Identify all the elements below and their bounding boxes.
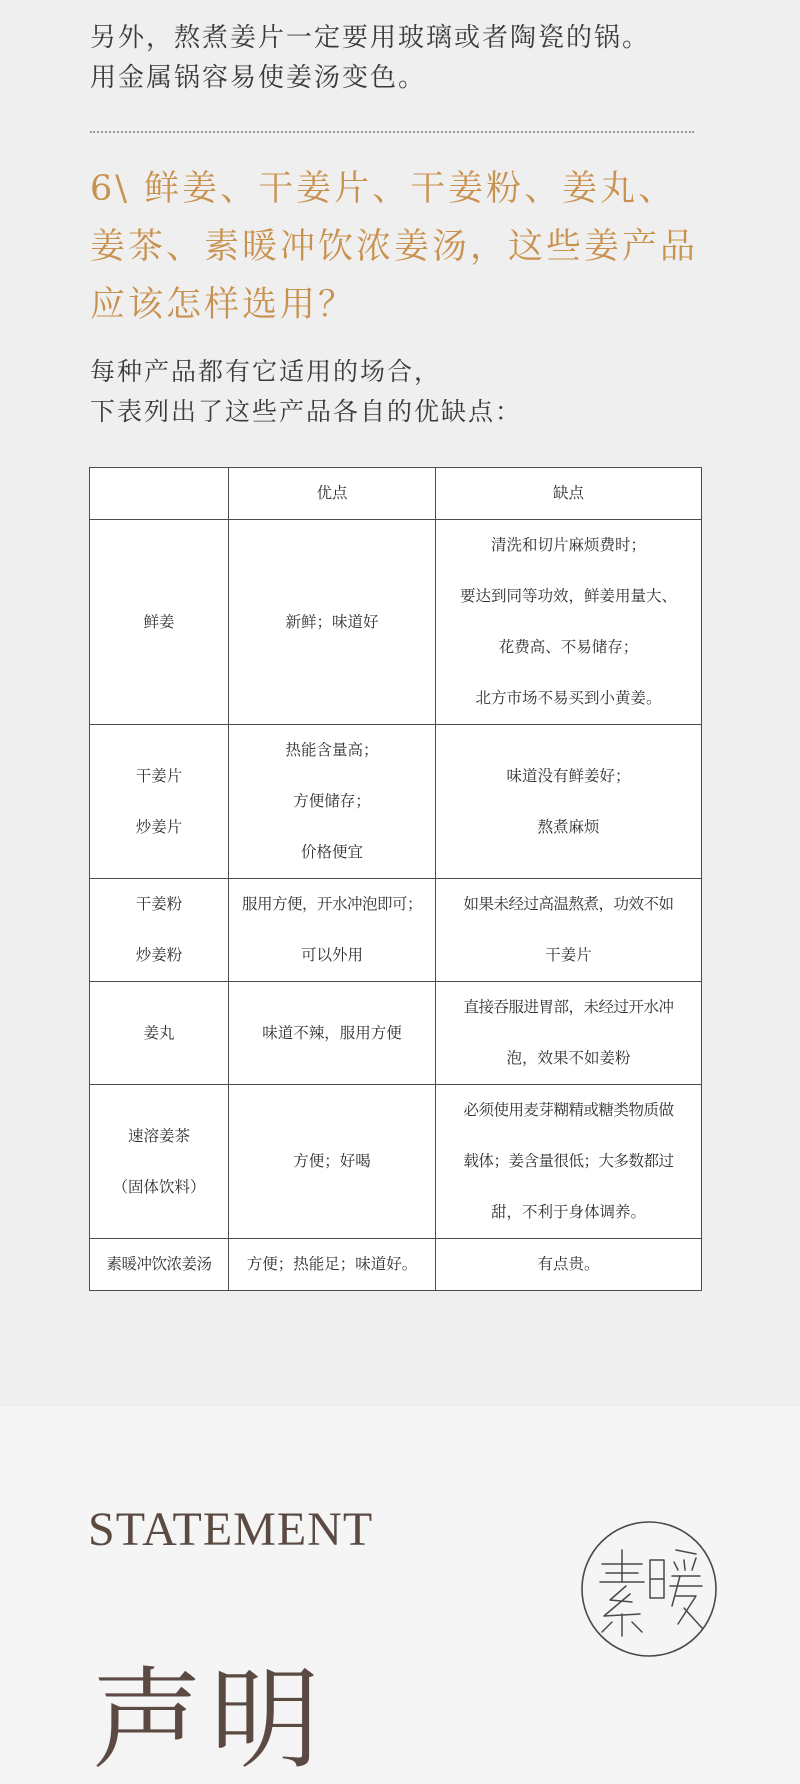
intro-paragraph (90, 18, 730, 98)
product-cell: 干姜片 炒姜片 (90, 725, 229, 879)
answer-paragraph (90, 352, 730, 432)
table-row (90, 520, 702, 725)
cons-cell: 如果未经过高温熬煮，功效不如 干姜片 (436, 879, 702, 982)
product-cell: 鲜姜 (90, 520, 229, 725)
question-heading (90, 160, 780, 334)
pros-cell: 服用方便，开水冲泡即可； 可以外用 (229, 879, 436, 982)
answer-line-1: 每种产品都有它适用的场合， (90, 357, 442, 386)
table-row (90, 879, 702, 982)
pros-cell: 方便；好喝 (229, 1085, 436, 1239)
sunuan-seal-logo (580, 1520, 718, 1658)
table-row (90, 1239, 702, 1291)
cons-cell: 有点贵。 (436, 1239, 702, 1291)
table-row (90, 982, 702, 1085)
cons-cell: 必须使用麦芽糊精或糖类物质做 载体；姜含量很低；大多数都过 甜，不利于身体调养。 (436, 1085, 702, 1239)
intro-line-2: 用金属锅容易使姜汤变色。 (90, 63, 427, 93)
product-cell: 素暖冲饮浓姜汤 (90, 1239, 229, 1291)
cons-cell: 清洗和切片麻烦费时； 要达到同等功效，鲜姜用量大、 花费高、不易储存； 北方市场不易买到小黄姜。 (436, 520, 702, 725)
comparison-table (89, 467, 702, 1291)
dotted-divider (90, 131, 694, 133)
pros-cell: 味道不辣，服用方便 (229, 982, 436, 1085)
table-row (90, 1085, 702, 1239)
header-product (90, 468, 229, 520)
pros-cell: 热能含量高； 方便储存； 价格便宜 (229, 725, 436, 879)
header-pros: 优点 (229, 468, 436, 520)
question-line-3: 应该怎样选用？ (90, 285, 357, 325)
statement-label: STATEMENT (88, 1503, 374, 1556)
question-line-1: 6\ 鲜姜、干姜片、干姜粉、姜丸、 (90, 169, 677, 209)
table-header-row (90, 468, 702, 520)
question-line-2: 姜茶、素暖冲饮浓姜汤，这些姜产品 (90, 227, 699, 267)
header-cons: 缺点 (436, 468, 702, 520)
table-row (90, 725, 702, 879)
answer-line-2: 下表列出了这些产品各自的优缺点： (90, 397, 523, 426)
cons-cell: 直接吞服进胃部，未经过开水冲 泡，效果不如姜粉 (436, 982, 702, 1085)
product-cell: 干姜粉 炒姜粉 (90, 879, 229, 982)
cons-cell: 味道没有鲜姜好； 熬煮麻烦 (436, 725, 702, 879)
pros-cell: 方便；热能足；味道好。 (229, 1239, 436, 1291)
product-cell: 速溶姜茶 （固体饮料） (90, 1085, 229, 1239)
intro-line-1: 另外，熬煮姜片一定要用玻璃或者陶瓷的锅。 (90, 23, 651, 53)
pros-cell: 新鲜；味道好 (229, 520, 436, 725)
product-cell: 姜丸 (90, 982, 229, 1085)
statement-title: 声明 (92, 1656, 328, 1784)
